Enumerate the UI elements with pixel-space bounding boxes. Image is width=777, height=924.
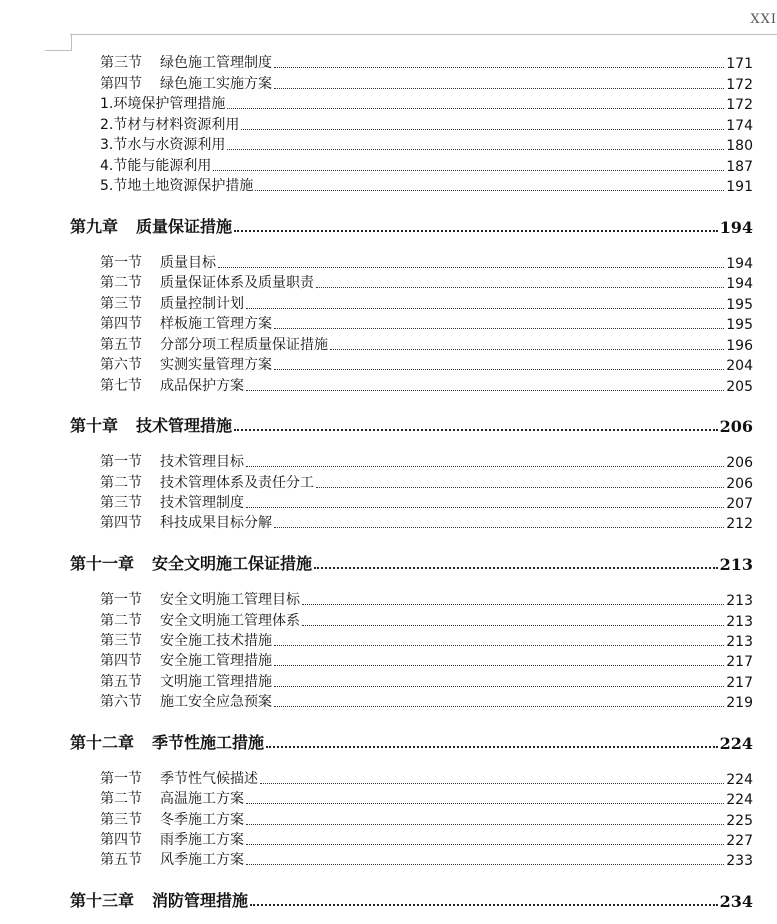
toc-entry-number: 第十一章 xyxy=(70,554,135,573)
dot-leader xyxy=(274,685,724,687)
toc-entry-title: 绿色施工管理制度 xyxy=(160,55,272,71)
toc-entry-title: 绿色施工实施方案 xyxy=(160,76,272,92)
toc-page-number: 227 xyxy=(726,833,753,849)
toc-entry-number: 第四节 xyxy=(100,515,142,531)
page-header-text: XXI xyxy=(750,12,777,27)
toc-page-number: 234 xyxy=(719,892,753,911)
toc-entry-title: 科技成果目标分解 xyxy=(160,515,272,531)
dot-leader xyxy=(250,903,718,906)
toc-entry-number: 第六节 xyxy=(100,357,142,373)
toc-page-number: 174 xyxy=(726,118,753,134)
dot-leader xyxy=(213,169,724,171)
toc-entry-number: 第三节 xyxy=(100,296,142,312)
toc-section-entry[interactable] xyxy=(100,851,753,869)
toc-entry-title: 质量目标 xyxy=(160,255,216,271)
toc-entry-number: 第五节 xyxy=(100,337,142,353)
toc-section-entry[interactable] xyxy=(100,336,753,354)
toc-page-number: 233 xyxy=(726,853,753,869)
toc-section-entry[interactable] xyxy=(100,136,753,154)
toc-entry-number: 第七节 xyxy=(100,378,142,394)
toc-section-entry[interactable] xyxy=(100,673,753,691)
toc-section-entry[interactable] xyxy=(100,831,753,849)
toc-entry-title: 样板施工管理方案 xyxy=(160,316,272,332)
toc-page-number: 187 xyxy=(726,159,753,175)
toc-entry-title: 成品保护方案 xyxy=(160,378,244,394)
toc-section-entry[interactable] xyxy=(100,95,753,113)
toc-page-number: 207 xyxy=(726,496,753,512)
toc-page-number: 213 xyxy=(719,555,753,574)
toc-entry-title: 文明施工管理措施 xyxy=(160,674,272,690)
toc-entry-title: 安全施工技术措施 xyxy=(160,633,272,649)
toc-entry-number: 第六节 xyxy=(100,694,142,710)
toc-page-number: 191 xyxy=(726,179,753,195)
toc-entry-number: 第四节 xyxy=(100,316,142,332)
toc-entry-title: 质量控制计划 xyxy=(160,296,244,312)
toc-page-number: 224 xyxy=(719,734,753,753)
toc-entry-number: 第一节 xyxy=(100,255,142,271)
toc-page-number: 217 xyxy=(726,654,753,670)
toc-entry-title: 安全施工管理措施 xyxy=(160,653,272,669)
toc-section-entry[interactable] xyxy=(100,157,753,175)
toc-entry-title: 技术管理体系及责任分工 xyxy=(160,475,314,491)
toc-entry-title: 雨季施工方案 xyxy=(160,832,244,848)
dot-leader xyxy=(314,566,718,569)
toc-entry-title: 1.环境保护管理措施 xyxy=(100,96,226,112)
toc-page-number: 194 xyxy=(726,256,753,272)
dot-leader xyxy=(274,327,724,329)
toc-entry-number: 第四节 xyxy=(100,653,142,669)
toc-page-number: 180 xyxy=(726,138,753,154)
toc-entry-title: 安全文明施工管理体系 xyxy=(160,613,300,629)
toc-section-entry[interactable] xyxy=(100,254,753,272)
toc-section-entry[interactable] xyxy=(100,693,753,711)
toc-entry-number: 第二节 xyxy=(100,275,142,291)
dot-leader xyxy=(246,506,724,508)
toc-entry-title: 季节性气候描述 xyxy=(160,771,258,787)
toc-section-entry[interactable] xyxy=(100,177,753,195)
toc-page-number: 195 xyxy=(726,297,753,313)
toc-section-entry[interactable] xyxy=(100,54,753,72)
toc-page-number: 194 xyxy=(726,276,753,292)
toc-entry-number: 第十二章 xyxy=(70,733,135,752)
toc-page-number: 224 xyxy=(726,792,753,808)
toc-page-number: 213 xyxy=(726,593,753,609)
toc-section-entry[interactable] xyxy=(100,116,753,134)
dot-leader xyxy=(274,705,724,707)
dot-leader xyxy=(316,486,724,488)
toc-entry-title: 4.节能与能源利用 xyxy=(100,158,212,174)
toc-entry-title: 5.节地土地资源保护措施 xyxy=(100,178,254,194)
dot-leader xyxy=(274,664,724,666)
toc-entry-number: 第二节 xyxy=(100,791,142,807)
toc-page-number: 204 xyxy=(726,358,753,374)
dot-leader xyxy=(246,863,724,865)
dot-leader xyxy=(274,644,724,646)
toc-entry-number: 第三节 xyxy=(100,495,142,511)
toc-section-entry[interactable] xyxy=(100,494,753,512)
toc-entry-title: 实测实量管理方案 xyxy=(160,357,272,373)
toc-entry-number: 第五节 xyxy=(100,852,142,868)
toc-entry-number: 第十章 xyxy=(70,416,119,435)
toc-section-entry[interactable] xyxy=(100,356,753,374)
toc-entry-title: 分部分项工程质量保证措施 xyxy=(160,337,328,353)
toc-section-entry[interactable] xyxy=(100,474,753,492)
toc-entry-title: 技术管理措施 xyxy=(136,416,233,435)
dot-leader xyxy=(241,128,724,130)
toc-section-entry[interactable] xyxy=(100,770,753,788)
toc-entry-title: 施工安全应急预案 xyxy=(160,694,272,710)
margin-corner-mark xyxy=(45,34,72,51)
toc-chapter-entry[interactable] xyxy=(70,414,753,436)
dot-leader xyxy=(227,148,724,150)
toc-entry-title: 3.节水与水资源利用 xyxy=(100,137,226,153)
toc-entry-number: 第四节 xyxy=(100,832,142,848)
dot-leader xyxy=(246,307,724,309)
toc-page-number: 219 xyxy=(726,695,753,711)
dot-leader xyxy=(302,624,724,626)
toc-section-entry[interactable] xyxy=(100,514,753,532)
dot-leader xyxy=(260,782,724,784)
toc-entry-number: 第五节 xyxy=(100,674,142,690)
dot-leader xyxy=(274,526,724,528)
toc-section-entry[interactable] xyxy=(100,591,753,609)
toc-entry-number: 第二节 xyxy=(100,613,142,629)
dot-leader xyxy=(246,823,724,825)
toc-entry-title: 质量保证体系及质量职责 xyxy=(160,275,314,291)
dot-leader xyxy=(255,189,724,191)
toc-chapter-entry[interactable] xyxy=(70,731,753,753)
dot-leader xyxy=(316,286,724,288)
toc-page-number: 171 xyxy=(726,56,753,72)
dot-leader xyxy=(274,368,724,370)
toc-entry-title: 技术管理制度 xyxy=(160,495,244,511)
toc-entry-number: 第十三章 xyxy=(70,891,135,910)
dot-leader xyxy=(246,389,724,391)
header-divider xyxy=(70,34,777,35)
toc-page-number: 196 xyxy=(726,338,753,354)
toc-entry-title: 季节性施工措施 xyxy=(152,733,265,752)
dot-leader xyxy=(330,348,724,350)
toc-page-number: 225 xyxy=(726,813,753,829)
toc-section-entry[interactable] xyxy=(100,295,753,313)
dot-leader xyxy=(234,229,718,232)
dot-leader xyxy=(246,802,724,804)
dot-leader xyxy=(246,465,724,467)
toc-page-number: 217 xyxy=(726,675,753,691)
toc-chapter-entry[interactable] xyxy=(70,552,753,574)
dot-leader xyxy=(234,428,718,431)
toc-page-number: 213 xyxy=(726,614,753,630)
toc-section-entry[interactable] xyxy=(100,75,753,93)
dot-leader xyxy=(274,87,724,89)
toc-entry-number: 第四节 xyxy=(100,76,142,92)
toc-entry-title: 质量保证措施 xyxy=(136,217,233,236)
toc-entry-number: 第九章 xyxy=(70,217,119,236)
toc-page-number: 206 xyxy=(726,455,753,471)
toc-section-entry[interactable] xyxy=(100,652,753,670)
toc-section-entry[interactable] xyxy=(100,274,753,292)
dot-leader xyxy=(266,745,718,748)
toc-page-number: 206 xyxy=(719,417,753,436)
toc-entry-number: 第二节 xyxy=(100,475,142,491)
toc-page-number: 194 xyxy=(719,218,753,237)
toc-entry-number: 第三节 xyxy=(100,633,142,649)
toc-page-number: 205 xyxy=(726,379,753,395)
toc-section-entry[interactable] xyxy=(100,632,753,650)
toc-entry-number: 第三节 xyxy=(100,55,142,71)
dot-leader xyxy=(218,266,724,268)
dot-leader xyxy=(246,843,724,845)
toc-entry-title: 消防管理措施 xyxy=(152,891,249,910)
toc-entry-number: 第一节 xyxy=(100,771,142,787)
toc-entry-number: 第一节 xyxy=(100,592,142,608)
dot-leader xyxy=(274,66,724,68)
toc-entry-title: 2.节材与材料资源利用 xyxy=(100,117,240,133)
toc-entry-number: 第一节 xyxy=(100,454,142,470)
toc-section-entry[interactable] xyxy=(100,612,753,630)
toc-page-number: 212 xyxy=(726,516,753,532)
toc-page-number: 172 xyxy=(726,77,753,93)
toc-page-number: 213 xyxy=(726,634,753,650)
toc-entry-number: 第三节 xyxy=(100,812,142,828)
toc-entry-title: 高温施工方案 xyxy=(160,791,244,807)
toc-entry-title: 安全文明施工保证措施 xyxy=(152,554,313,573)
toc-page-number: 172 xyxy=(726,97,753,113)
toc-section-entry[interactable] xyxy=(100,377,753,395)
toc-chapter-entry[interactable] xyxy=(70,889,753,911)
toc-entry-title: 风季施工方案 xyxy=(160,852,244,868)
toc-section-entry[interactable] xyxy=(100,790,753,808)
dot-leader xyxy=(227,107,724,109)
toc-section-entry[interactable] xyxy=(100,453,753,471)
toc-entry-title: 安全文明施工管理目标 xyxy=(160,592,300,608)
toc-page-number: 224 xyxy=(726,772,753,788)
toc-chapter-entry[interactable] xyxy=(70,215,753,237)
toc-section-entry[interactable] xyxy=(100,811,753,829)
toc-page-number: 195 xyxy=(726,317,753,333)
toc-section-entry[interactable] xyxy=(100,315,753,333)
toc-entry-title: 冬季施工方案 xyxy=(160,812,244,828)
dot-leader xyxy=(302,603,724,605)
toc-page-number: 206 xyxy=(726,476,753,492)
toc-entry-title: 技术管理目标 xyxy=(160,454,244,470)
